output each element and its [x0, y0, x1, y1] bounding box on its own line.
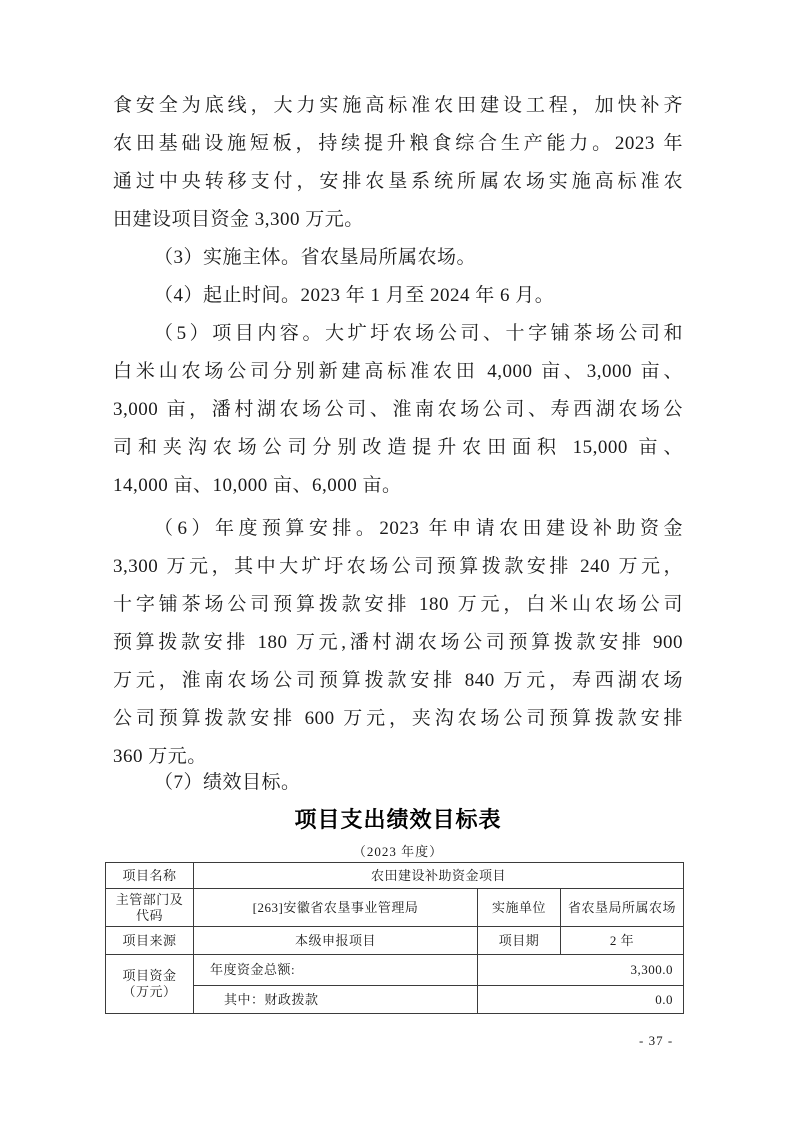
- dept-label-cell: 主管部门及代码: [106, 889, 194, 927]
- body-text-line: 公司预算拨款安排 600 万元，夹沟农场公司预算拨款安排: [113, 708, 683, 729]
- body-text-line: 司和夹沟农场公司分别改造提升农田面积 15,000 亩、: [113, 437, 683, 458]
- period-label-cell: 项目期: [478, 927, 561, 955]
- body-text-line: 14,000 亩、10,000 亩、6,000 亩。: [113, 475, 402, 496]
- funds-label-cell: 项目资金（万元）: [106, 955, 194, 1014]
- project-name-label-cell: 项目名称: [106, 863, 194, 889]
- page-content: [113, 87, 683, 1014]
- page-number: - 37 -: [639, 1033, 674, 1048]
- body-text-line: 预算拨款安排 180 万元,潘村湖农场公司预算拨款安排 900: [113, 632, 683, 653]
- body-text-line: （5）项目内容。大圹圩农场公司、十字铺茶场公司和: [154, 323, 683, 344]
- table-title: 项目支出绩效目标表: [294, 807, 502, 832]
- impl-unit-value-cell: 省农垦局所属农场: [561, 889, 684, 927]
- table-subtitle: （2023 年度）: [352, 844, 444, 859]
- body-text-line: 3,000 亩，潘村湖农场公司、淮南农场公司、寿西湖农场公: [113, 399, 683, 420]
- table-row: [106, 889, 684, 927]
- body-text-line: 食安全为底线，大力实施高标准农田建设工程，加快补齐: [113, 95, 683, 116]
- performance-target-table: [105, 862, 684, 1014]
- body-text-line: （4）起止时间。2023 年 1 月至 2024 年 6 月。: [154, 285, 555, 306]
- body-text-line: 十字铺茶场公司预算拨款安排 180 万元，白米山农场公司: [113, 594, 683, 615]
- body-text-line: 万元，淮南农场公司预算拨款安排 840 万元，寿西湖农场: [113, 670, 683, 691]
- body-text-line: 田建设项目资金 3,300 万元。: [113, 209, 364, 230]
- fiscal-allocation-label-cell: 其中：财政拨款: [194, 986, 478, 1014]
- table-row: [106, 927, 684, 955]
- table-row: [106, 955, 684, 986]
- annual-total-value-cell: 3,300.0: [478, 955, 684, 986]
- body-text-line: 农田基础设施短板，持续提升粮食综合生产能力。2023 年: [113, 133, 683, 154]
- body-text-line: （7）绩效目标。: [154, 772, 301, 793]
- body-text-line: 通过中央转移支付，安排农垦系统所属农场实施高标准农: [113, 171, 683, 192]
- body-text-line: 360 万元。: [113, 746, 207, 767]
- body-text-line: 白米山农场公司分别新建高标准农田 4,000 亩、3,000 亩、: [113, 361, 683, 382]
- source-value-cell: 本级申报项目: [194, 927, 478, 955]
- impl-unit-label-cell: 实施单位: [478, 889, 561, 927]
- project-name-value-cell: 农田建设补助资金项目: [194, 863, 684, 889]
- dept-value-cell: [263]安徽省农垦事业管理局: [194, 889, 478, 927]
- period-value-cell: 2 年: [561, 927, 684, 955]
- source-label-cell: 项目来源: [106, 927, 194, 955]
- body-text-line: 3,300 万元，其中大圹圩农场公司预算拨款安排 240 万元，: [113, 556, 683, 577]
- table-row: [106, 863, 684, 889]
- annual-total-label-cell: 年度资金总额:: [194, 955, 478, 986]
- body-text-line: （6）年度预算安排。2023 年申请农田建设补助资金: [154, 518, 683, 539]
- body-text-line: （3）实施主体。省农垦局所属农场。: [154, 247, 477, 268]
- fiscal-allocation-value-cell: 0.0: [478, 986, 684, 1014]
